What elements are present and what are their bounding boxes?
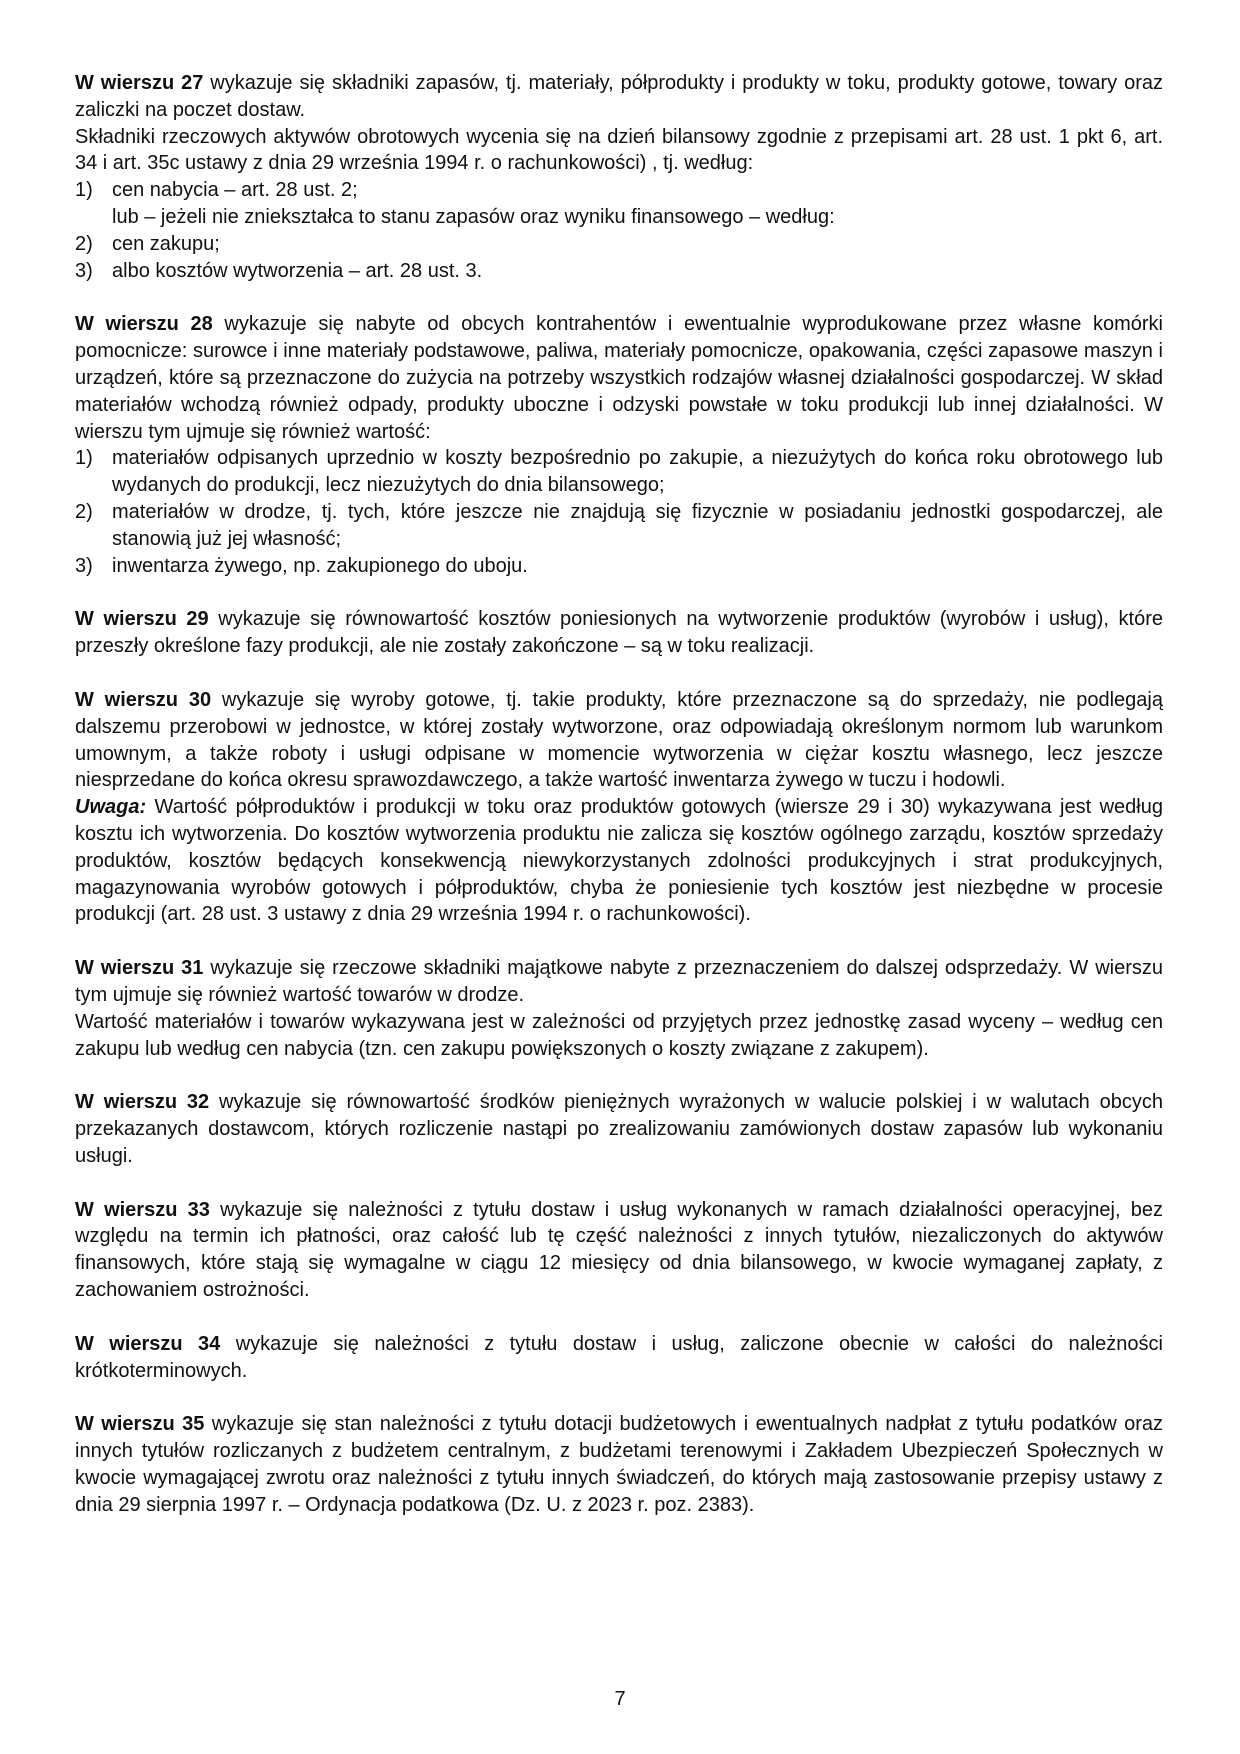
section-row-31 [75, 955, 1163, 1062]
page-number: 7 [614, 1688, 626, 1710]
paragraph [75, 311, 1163, 445]
list-item-text: cen zakupu; [112, 232, 220, 255]
row-heading: W wierszu 29 [75, 608, 209, 631]
row-heading: W wierszu 32 [75, 1091, 210, 1114]
list-item [75, 445, 1163, 499]
paragraph: Składniki rzeczowych aktywów obrotowych wycenia się na dzień bilansowy zgodnie z przepisami art. 28 ust. 1 pkt 6, art. 34 i art. 35c ustawy z dnia 29 września 1994 r. o rachunkowości) , tj. według: [75, 125, 1163, 175]
paragraph [75, 687, 1163, 794]
row-heading: W wierszu 35 [75, 1413, 205, 1436]
section-row-30 [75, 687, 1163, 928]
list-number: 2) [75, 232, 93, 255]
list-item [75, 231, 1163, 258]
paragraph: lub – jeżeli nie zniekształca to stanu zapasów oraz wyniku finansowego – według: [112, 205, 835, 228]
section-row-34 [75, 1331, 1163, 1385]
section-row-27 [75, 70, 1163, 284]
list-item-text: inwentarza żywego, np. zakupionego do uboju. [112, 554, 528, 577]
paragraph [75, 1089, 1163, 1169]
paragraph [75, 955, 1163, 1009]
paragraph-text: wykazuje się należności z tytułu dostaw i usług wykonanych w ramach działalności operacyjnej, bez względu na termin ich płatności, oraz całość lub tę część należności z innych tytułów, niezaliczonych do aktywów finansowych, które stają się wymagalne w ciągu 12 miesięcy od dnia bilansowego, w kwocie wymaganej zapłaty, z zachowaniem ostrożności. [75, 1198, 1163, 1302]
list-item [75, 553, 1163, 580]
row-heading: W wierszu 30 [75, 688, 212, 711]
section-row-32 [75, 1089, 1163, 1169]
row-heading: W wierszu 33 [75, 1198, 210, 1221]
row-heading: W wierszu 28 [75, 313, 213, 336]
section-row-33 [75, 1197, 1163, 1304]
paragraph-text: wykazuje się wyroby gotowe, tj. takie produkty, które przeznaczone są do sprzedaży, nie podlegają dalszemu przerobowi w jednostce, w której zostały wytworzone, oraz odpowiadają określonym normom lub warunkom umownym, a także roboty i usługi odpisane w momencie wytworzenia w ciężar kosztu własnego, lecz jeszcze niesprzedane do końca okresu sprawozdawczego, a także wartość inwentarza żywego w tuczu i hodowli. [75, 688, 1163, 792]
row-heading: W wierszu 34 [75, 1332, 221, 1355]
list-item [75, 258, 1163, 285]
paragraph [75, 1331, 1163, 1385]
section-row-28 [75, 311, 1163, 579]
list-number: 3) [75, 259, 93, 282]
section-row-35 [75, 1411, 1163, 1518]
paragraph-text: wykazuje się równowartość środków pieniężnych wyrażonych w walucie polskiej i w walutach obcych przekazanych dostawcom, których rozliczenie nastąpi po zrealizowaniu zamówionych dostaw zapasów lub wykonaniu usługi. [75, 1091, 1163, 1167]
list-number: 2) [75, 500, 93, 523]
list-item-text: cen nabycia – art. 28 ust. 2; [112, 179, 358, 202]
note-paragraph [75, 794, 1163, 928]
numbered-list [75, 231, 1163, 285]
section-row-29 [75, 606, 1163, 660]
row-heading: W wierszu 27 [75, 72, 204, 94]
list-item-text: materiałów odpisanych uprzednio w koszty bezpośrednio po zakupie, a niezużytych do końca roku obrotowego lub wydanych do produkcji, lecz niezużytych do dnia bilansowego; [112, 447, 1163, 497]
paragraph-text: wykazuje się składniki zapasów, tj. materiały, półprodukty i produkty w toku, produkty gotowe, towary oraz zaliczki na poczet dostaw. [75, 72, 1163, 121]
paragraph-text: wykazuje się rzeczowe składniki majątkowe nabyte z przeznaczeniem do dalszej odsprzedaży. W wierszu tym ujmuje się również wartość towarów w drodze. [75, 957, 1163, 1006]
paragraph [75, 1197, 1163, 1304]
numbered-list [75, 445, 1163, 579]
paragraph-text: wykazuje się należności z tytułu dostaw i usług, zaliczone obecnie w całości do należności krótkoterminowych. [75, 1332, 1163, 1382]
row-heading: W wierszu 31 [75, 957, 204, 980]
paragraph-text: wykazuje się stan należności z tytułu dotacji budżetowych i ewentualnych nadpłat z tytułu podatków oraz innych tytułów rozliczanych z budżetem centralnym, z budżetami terenowymi i Zakładem Ubezpieczeń Społecznych w kwocie wymagającej zwrotu oraz należności z tytułu innych świadczeń, do których mają zastosowanie przepisy ustawy z dnia 29 sierpnia 1997 r. – Ordynacja podatkowa (Dz. U. z 2023 r. poz. 2383). [75, 1413, 1163, 1516]
paragraph [75, 1411, 1163, 1518]
numbered-list [75, 177, 1163, 204]
note-label: Uwaga: [75, 796, 147, 819]
list-item-text: albo kosztów wytworzenia – art. 28 ust. 3. [112, 259, 483, 282]
list-number: 1) [75, 447, 93, 470]
list-item-text: materiałów w drodze, tj. tych, które jeszcze nie znajdują się fizycznie w posiadaniu jednostki gospodarczej, ale stanowią już jej własność; [112, 500, 1163, 550]
note-text: Wartość półproduktów i produkcji w toku oraz produktów gotowych (wiersze 29 i 30) wykazywana jest według kosztu ich wytworzenia. Do kosztów wytworzenia produktu nie zalicza się kosztów ogólnego zarządu, kosztów sprzedaży produktów, kosztów będących konsekwencją niewykorzystanych zdolności produkcyjnych i strat produkcyjnych, magazynowania wyrobów gotowych i półproduktów, chyba że poniesienie tych kosztów jest niezbędne w procesie produkcji (art. 28 ust. 3 ustawy z dnia 29 września 1994 r. o rachunkowości). [75, 796, 1163, 926]
list-item [75, 499, 1163, 553]
list-number: 1) [75, 179, 93, 202]
list-number: 3) [75, 554, 93, 577]
paragraph [75, 606, 1163, 660]
paragraph: Wartość materiałów i towarów wykazywana jest w zależności od przyjętych przez jednostkę zasad wyceny – według cen zakupu lub według cen nabycia (tzn. cen zakupu powiększonych o koszty związane z zakupem). [75, 1010, 1163, 1060]
list-item [75, 177, 1163, 204]
paragraph-text: wykazuje się nabyte od obcych kontrahentów i ewentualnie wyprodukowane przez własne komórki pomocnicze: surowce i inne materiały podstawowe, paliwa, materiały pomocnicze, opakowania, części zapasowe maszyn i urządzeń, które są przeznaczone do zużycia na potrzeby wszystkich rodzajów własnej działalności gospodarczej. W skład materiałów wchodzą również odpady, produkty uboczne i odzyski powstałe w toku produkcji lub innej działalności. W wierszu tym ujmuje się również wartość: [75, 313, 1163, 443]
paragraph [75, 70, 1163, 124]
paragraph-text: wykazuje się równowartość kosztów poniesionych na wytworzenie produktów (wyrobów i usług), które przeszły określone fazy produkcji, ale nie zostały zakończone – są w toku realizacji. [75, 608, 1163, 658]
